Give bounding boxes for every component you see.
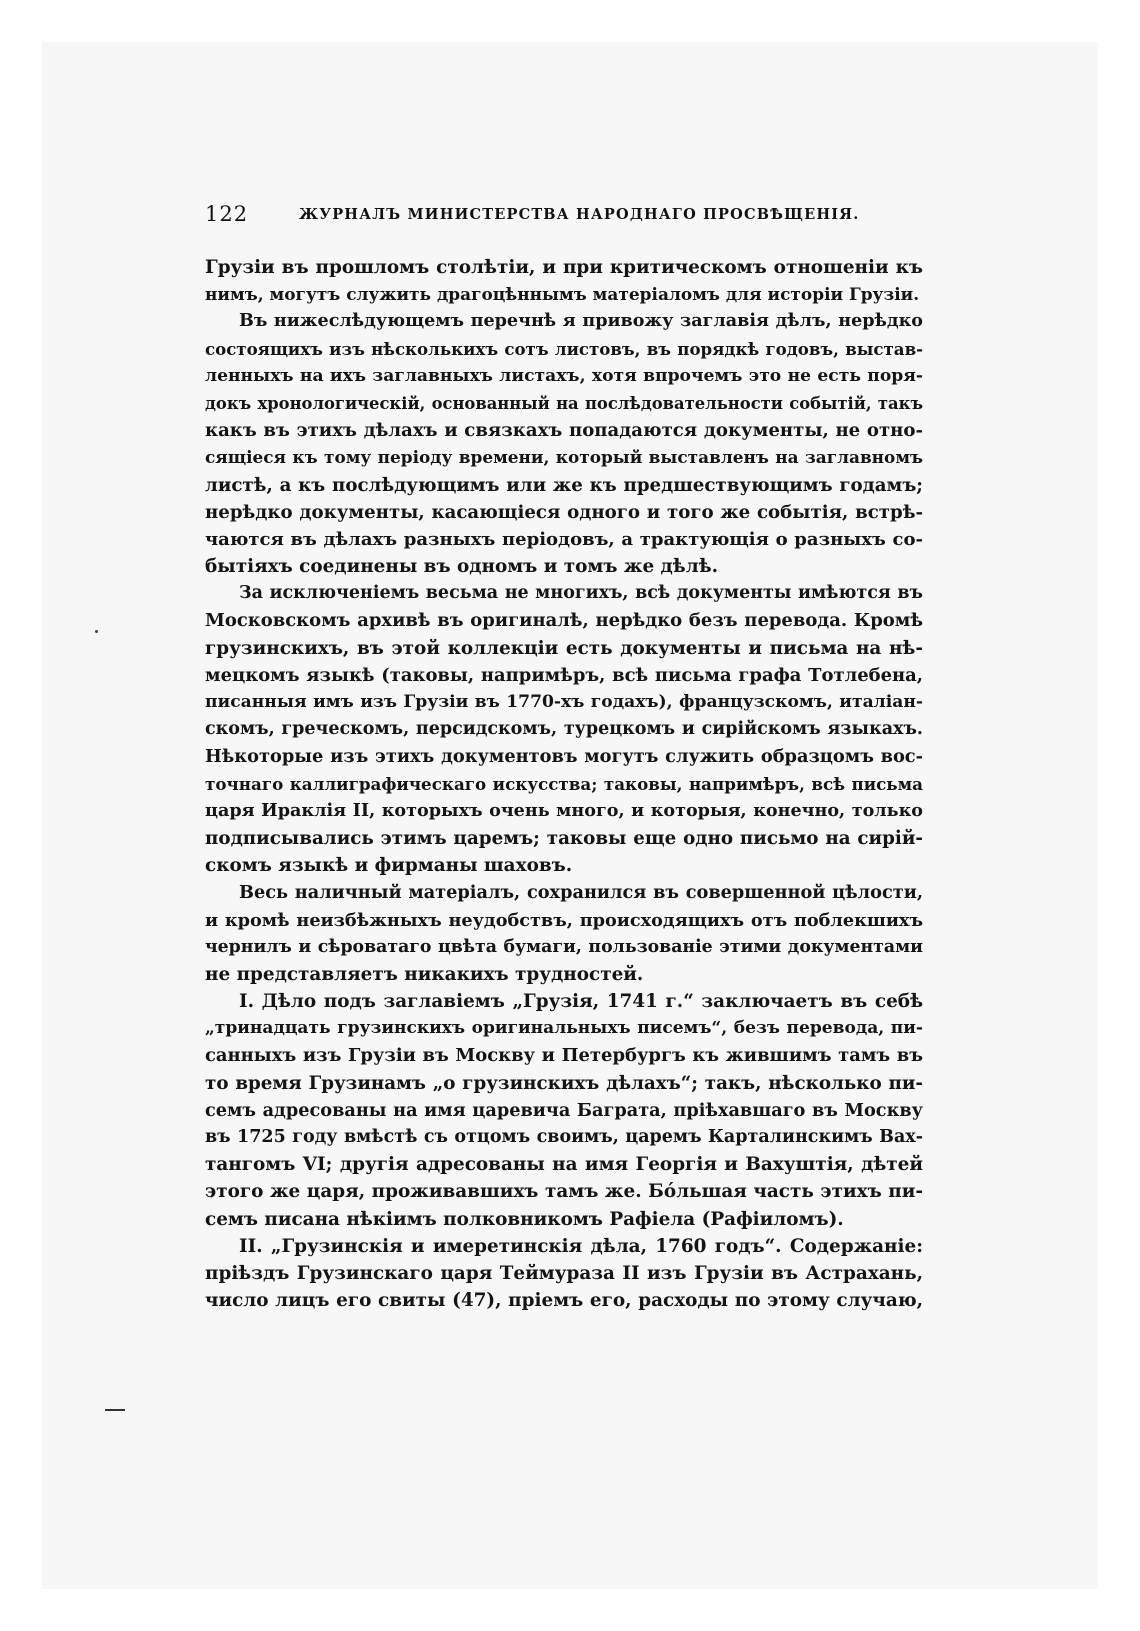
text-line: подписывались этимъ царемъ; таковы еще одно письмо на сирій- <box>205 827 923 849</box>
text-line: За исключеніемъ весьма не многихъ, всѣ документы имѣются въ <box>239 583 923 604</box>
text-line: сящіеся къ тому періоду времени, который выставленъ на заглавномъ <box>205 447 923 468</box>
text-line: I. Дѣло подъ заглавіемъ „Грузія, 1741 г.“ заключаетъ въ себѣ <box>239 991 923 1013</box>
margin-rule <box>105 1409 125 1411</box>
text-line: пріѣздъ Грузинскаго царя Теймураза II изъ Грузіи въ Астрахань, <box>205 1262 923 1284</box>
text-line: какъ въ этихъ дѣлахъ и связкахъ попадаются документы, не отно- <box>205 420 923 442</box>
text-line: бытіяхъ соединены въ одномъ и томъ же дѣлѣ. <box>205 556 719 578</box>
body-text <box>205 254 923 1314</box>
text-line: число лицъ его свиты (47), пріемъ его, расходы по этому случаю, <box>205 1290 923 1312</box>
text-line: Грузіи въ прошломъ столѣтіи, и при критическомъ отношеніи къ <box>205 257 923 278</box>
text-line: мецкомъ языкѣ (таковы, напримѣръ, всѣ письма графа Тотлебена, <box>205 664 923 686</box>
text-line: царя Ираклія II, которыхъ очень много, и которыя, конечно, только <box>205 800 923 821</box>
text-line: семъ адресованы на имя царевича Баграта, пріѣхавшаго въ Москву <box>205 1099 923 1121</box>
text-line: тангомъ VI; другія адресованы на имя Георгія и Вахуштія, дѣтей <box>205 1154 923 1176</box>
text-line: Въ нижеслѣдующемъ перечнѣ я привожу заглавія дѣлъ, нерѣдко <box>239 311 923 332</box>
text-line: Московскомъ архивѣ въ оригиналѣ, нерѣдко безъ перевода. Кромѣ <box>205 610 923 632</box>
text-line: II. „Грузинскія и имеретинскія дѣла, 1760 годъ“. Содержаніе: <box>239 1235 923 1257</box>
text-line: не представляетъ никакихъ трудностей. <box>205 963 644 985</box>
margin-mark <box>95 630 98 633</box>
text-line: Нѣкоторые изъ этихъ документовъ могутъ служить образцомъ вос- <box>205 746 923 768</box>
text-line: и кромѣ неизбѣжныхъ неудобствъ, происходящихъ отъ поблекшихъ <box>205 909 923 931</box>
text-line: точнаго каллиграфическаго искусства; таковы, напримѣръ, всѣ письма <box>205 773 923 794</box>
text-line: въ 1725 году вмѣстѣ съ отцомъ своимъ, царемъ Карталинскимъ Вах- <box>205 1127 923 1147</box>
text-line: Весь наличный матеріалъ, сохранился въ совершенной цѣлости, <box>239 882 923 904</box>
text-line: скомъ, греческомъ, персидскомъ, турецкомъ и сирійскомъ языкахъ. <box>205 719 923 740</box>
text-line: нерѣдко документы, касающіеся одного и того же событія, встрѣ- <box>205 501 923 523</box>
text-line: чаются въ дѣлахъ разныхъ періодовъ, а трактующія о разныхъ со- <box>205 528 923 550</box>
text-line: ленныхъ на ихъ заглавныхъ листахъ, хотя впрочемъ это не есть поря- <box>205 365 923 386</box>
text-line: этого же царя, проживавшихъ тамъ же. Бо́льшая часть этихъ пи- <box>205 1181 923 1203</box>
text-line: нимъ, могутъ служить драгоцѣннымъ матеріаломъ для исторіи Грузіи. <box>205 284 920 305</box>
text-line: чернилъ и сѣроватаго цвѣта бумаги, пользованіе этими документами <box>205 936 923 957</box>
text-line: семъ писана нѣкіимъ полковникомъ Рафіела (Рафіиломъ). <box>205 1208 844 1230</box>
text-line: санныхъ изъ Грузіи въ Москву и Петербургъ къ жившимъ тамъ въ <box>205 1045 923 1067</box>
page-number: 122 <box>205 202 249 226</box>
text-line: „тринадцать грузинскихъ оригинальныхъ писемъ“, безъ перевода, пи- <box>205 1018 923 1039</box>
text-line: состоящихъ изъ нѣсколькихъ сотъ листовъ, въ порядкѣ годовъ, выстав- <box>205 338 923 359</box>
text-line: грузинскихъ, въ этой коллекціи есть документы и письма на нѣ- <box>205 637 923 659</box>
text-line: писанныя имъ изъ Грузіи въ 1770-хъ годахъ), французскомъ, италіан- <box>205 692 923 712</box>
text-line: листѣ, а къ послѣдующимъ или же къ предшествующимъ годамъ; <box>205 474 923 496</box>
page-header <box>205 202 925 230</box>
text-line: скомъ языкѣ и фирманы шаховъ. <box>205 855 573 877</box>
text-line: докъ хронологическій, основанный на послѣдовательности событій, такъ <box>205 393 923 413</box>
text-line: то время Грузинамъ „о грузинскихъ дѣлахъ“; такъ, нѣсколько пи- <box>205 1072 923 1094</box>
running-title: ЖУРНАЛЪ МИНИСТЕРСТВА НАРОДНАГО ПРОСВѢЩЕНІЯ. <box>299 206 860 223</box>
